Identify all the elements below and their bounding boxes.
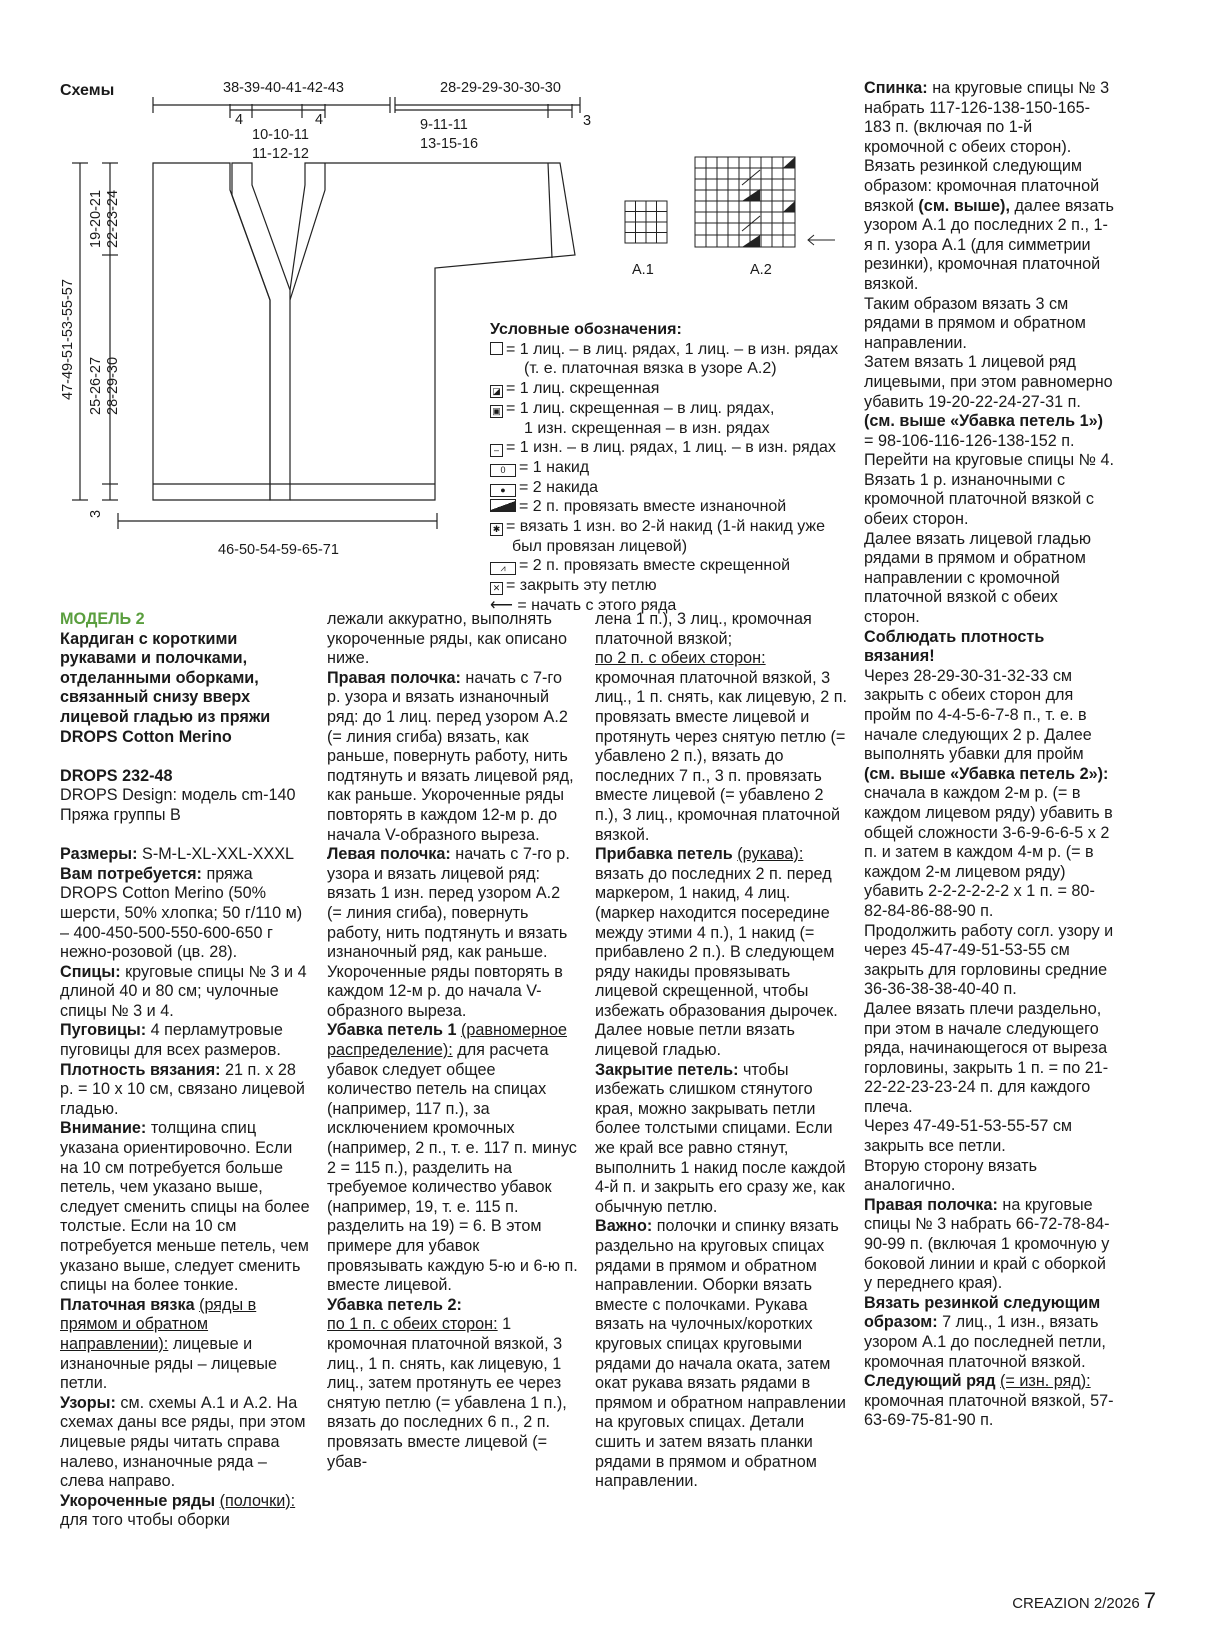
twisted-knit-icon: ◪ xyxy=(490,385,503,398)
page-footer xyxy=(1012,1588,1156,1614)
legend: Условные обозначения: = 1 лиц. – в лиц. рядах, 1 лиц. – в изн. рядах (т. е. платочная вязка в узоре A.2) ◪ = 1 лиц. скрещенная ▣ = 1 лиц. скрещенная – в лиц. рядах, 1 изн. скрещенная – в изн. рядах – = 1 изн. – в лиц. рядах, 1 лиц. – в изн. рядах 0 = 1 накид ● = 2 накида = 2 п. провязать вместе изнаночной ✱ = вязать 1 изн. во 2-й накид (1-й накид уже был провязан лицевой) ⩘ = 2 п. провязать вместе скрещенной ✕ = закрыть эту петлю ⟵ = начать с этого ряда xyxy=(490,321,839,614)
dim-neck-a: 10-10-11 xyxy=(252,127,309,143)
dim-top-right: 28-29-29-30-30-30 xyxy=(440,80,561,96)
dim-body-a: 25-26-27 xyxy=(88,356,104,415)
dim-top-left: 38-39-40-41-42-43 xyxy=(223,80,344,96)
chart-a2 xyxy=(695,157,835,247)
dim-arm-b: 22-23-24 xyxy=(105,189,121,248)
yarn-group: Пряжа группы B xyxy=(60,805,181,824)
yarn-over-icon: 0 xyxy=(490,464,516,477)
label-a2: A.2 xyxy=(750,262,772,278)
dim-neck-b: 11-12-12 xyxy=(252,146,309,162)
column-2: лежали аккуратно, выполнять укороченные ряды, как описано ниже. Правая полочка: начать с 7-го р. узора и вязать изнаночный ряд: до 1 лиц. перед узором A.2 (= линия сгиба) вязать, как раньше, повернуть работу, нить подтянуть и вязать лицевой ряд, как раньше. Укороченные ряды повторять в каждом 12-м р. до начала V-образного выреза. Левая полочка: начать с 7-го р. узора и вязать лицевой ряд: вязать 1 изн. перед узором A.2 (= линия сгиба), повернуть работу, нить подтянуть и вязать изнаночный ряд, как раньше. Укороченные ряды повторять в каждом 12-м р. до начала V-образного выреза. Убавка петель 1 (равномерное распределение): для расчета убавок следует общее количество петель на спицах (например, 117 п.), за исключением кромочных (например, 2 п., т. е. 117 п. минус 2 = 115 п.), разделить на требуемое количество убавок (например, 19, т. е. 115 п. разделить на 19) = 6. В этом примере для убавок провязывать каждую 5-ю и 6-ю п. вместе лицевой. Убавка петель 2: по 1 п. с обеих сторон: 1 кромочная платочной вязкой, 3 лиц., 1 п. снять, как лицевую, 1 лиц., затем протянуть ее через снятую петлю (= убавлена 1 п.), вязать до последних 6 п., 2 п. провязать вместе лицевой (= убав- xyxy=(327,610,578,1471)
left-front-outline xyxy=(153,163,270,500)
double-yarn-over-icon: ● xyxy=(490,484,516,497)
dim-body-b: 28-29-30 xyxy=(105,356,121,415)
label-a1: A.1 xyxy=(632,262,654,278)
dim-sleeve-b: 13-15-16 xyxy=(420,136,479,152)
model-label: МОДЕЛЬ 2 xyxy=(60,610,145,628)
dim-neck-4-right: 4 xyxy=(315,112,324,128)
chart-a1 xyxy=(625,201,667,243)
dim-total-height: 47-49-51-53-55-57 xyxy=(60,279,76,400)
design-line: DROPS Design: модель cm-140 xyxy=(60,786,296,805)
dim-neck-4-left: 4 xyxy=(235,112,244,128)
start-row-arrow-icon: ⟵ xyxy=(490,596,513,614)
column-1: МОДЕЛЬ 2 Кардиган с короткими рукавами и полочками, отделанными оборками, связанный снизу вверх лицевой гладью из пряжи DROPS Cotton Merino DROPS 232-48 DROPS Design: модель cm-140 Пряжа группы B Размеры: S-M-L-XL-XXL-XXXL Вам потребуется: пряжа DROPS Cotton Merino (50% шерсти, 50% хлопка; 50 г/110 м) – 400-450-500-550-600-650 г нежно-розовой (цв. 28). Спицы: круговые спицы № 3 и 4 длиной 40 и 80 см; чулочные спицы № 3 и 4. Пуговицы: 4 перламутровые пуговицы для всех размеров. Плотность вязания: 21 п. х 28 р. = 10 х 10 см, связано лицевой гладью. Внимание: толщина спиц указана ориентировочно. Если на 10 см потребуется больше петель, чем указано выше, следует сменить спицы на более толстые. Если на 10 см потребуется меньше петель, чем указано выше, следует сменить спицы на более тонкие. Платочная вязка (ряды в прямом и обратном направлении): лицевые и изнаночные ряды – лицевые петли. Узоры: см. схемы A.1 и A.2. На схемах даны все ряды, при этом лицевые ряды читать справа налево, изнаночные ряда – слева направо. Укороченные ряды (полочки): для того чтобы оборки xyxy=(60,610,312,1531)
headline: Кардиган с короткими рукавами и полочками, отделанными оборками, связанный снизу вверх лицевой гладью из пряжи DROPS Cotton Merino xyxy=(60,629,271,746)
knit-symbol-icon xyxy=(490,342,503,355)
dim-arm-a: 19-20-21 xyxy=(88,189,104,248)
twisted-rib-icon: ▣ xyxy=(490,405,503,418)
column-3: лена 1 п.), 3 лиц., кромочная платочной вязкой; по 2 п. с обеих сторон: кромочная платочной вязкой, 3 лиц., 1 п. снять, как лицевую, 2 п. провязать вместе лицевой и протянуть через снятую петлю (= убавлено 2 п.), вязать до последних 7 п., 3 п. провязать вместе лицевой (= убавлено 2 п.), 3 лиц., кромочная платочной вязкой. Прибавка петель (рукава): вязать до последних 2 п. перед маркером, 1 накид, 4 лиц. (маркер находится посередине между этими 4 п.), 1 накид (= прибавлено 2 п.). В следующем ряду накиды провязывать лицевой скрещенной, чтобы избежать образования дырочек. Далее новые петли вязать лицевой гладью. Закрытие петель: чтобы избежать слишком стянутого края, можно закрывать петли более толстыми спицами. Если же край все равно стянут, выполнить 1 накид после каждой 4-й п. и закрыть его сразу же, как обычную петлю. Важно: полочки и спинку вязать раздельно на круговых спицах рядами в прямом и обратном направлении. Оборки вязать вместе с полочками. Рукава вязать на чулочных/коротких круговых спицах круговыми рядами до начала оката, затем окат рукава вязать рядами в прямом и обратном направлении на круговых спицах. Детали сшить и затем вязать планки рядами в прямом и обратном направлении. xyxy=(595,610,847,1491)
model-code: DROPS 232-48 xyxy=(60,766,173,785)
left-band xyxy=(232,163,290,500)
schema-title: Схемы xyxy=(60,82,115,99)
sizes: S-M-L-XL-XXL-XXXL xyxy=(142,845,295,864)
column-4: Спинка: на круговые спицы № 3 набрать 117-126-138-150-165-183 п. (включая по 1-й кромочной с обеих сторон). Вязать резинкой следующим образом: кромочная платочной вязкой (см. выше), далее вязать узором A.1 до последних 2 п., 1-я п. узора A.1 (для симметрии резинки), кромочная платочной вязкой. Таким образом вязать 3 см рядами в прямом и обратном направлении. Затем вязать 1 лицевой ряд лицевыми, при этом равномерно убавить 19-20-22-24-27-31 п. (см. выше «Убавка петель 1») = 98-106-116-126-138-152 п. Перейти на круговые спицы № 4. Вязать 1 р. изнаночными с кромочной платочной вязкой с обеих сторон. Далее вязать лицевой гладью рядами в прямом и обратном направлении с кромочной платочной вязкой с обеих сторон. Соблюдать плотность вязания! Через 28-29-30-31-32-33 см закрыть с обеих сторон для пройм по 4-4-5-6-7-8 п., т. е. в начале следующих 2 р. Далее выполнять убавки для пройм (см. выше «Убавка петель 2»): сначала в каждом 2-м р. (= в каждом лицевом ряду) убавить в общей сложности 3-6-9-6-6-5 х 2 п. и затем в каждом 4-м р. (= в каждом 2-м лицевом ряду) убавить 2-2-2-2-2-2 х 1 п. = 80-82-84-86-88-90 п. Продолжить работу согл. узору и через 45-47-49-51-53-55 см закрыть для горловины средние 36-36-38-38-40-40 п. Далее вязать плечи раздельно, при этом в начале следующего ряда, начинающегося от выреза горловины, закрыть 1 п. = по 21-22-22-23-23-24 п. для каждого плеча. Через 47-49-51-53-55-57 см закрыть все петли. Вторую сторону вязать аналогично. Правая полочка: на круговые спицы № 3 набрать 66-72-78-84-90-99 п. (включая 1 кромочную у боковой линии и край с оборкой у переднего края). Вязать резинкой следующим образом: 7 лиц., 1 изн., вязать узором A.1 до последней петли, кромочная платочной вязкой. Следующий ряд (= изн. ряд): кромочная платочной вязкой, 57-63-69-75-81-90 п. xyxy=(864,79,1115,1430)
k2tog-tbl-icon: ⩘ xyxy=(490,562,516,575)
dim-sleeve-a: 9-11-11 xyxy=(420,117,468,133)
dim-rib: 3 xyxy=(88,509,104,518)
legend-title: Условные обозначения: xyxy=(490,321,682,338)
dim-bottom: 46-50-54-59-65-71 xyxy=(218,542,339,558)
purl-symbol-icon: – xyxy=(490,444,503,457)
p2tog-icon xyxy=(490,499,516,512)
dim-sleeve-end: 3 xyxy=(583,113,592,129)
purl-into-yo-icon: ✱ xyxy=(490,523,503,536)
bind-off-icon: ✕ xyxy=(490,582,503,595)
magazine-issue: CREAZION 2/2026 xyxy=(1012,1595,1140,1612)
page-number: 7 xyxy=(1143,1588,1156,1613)
